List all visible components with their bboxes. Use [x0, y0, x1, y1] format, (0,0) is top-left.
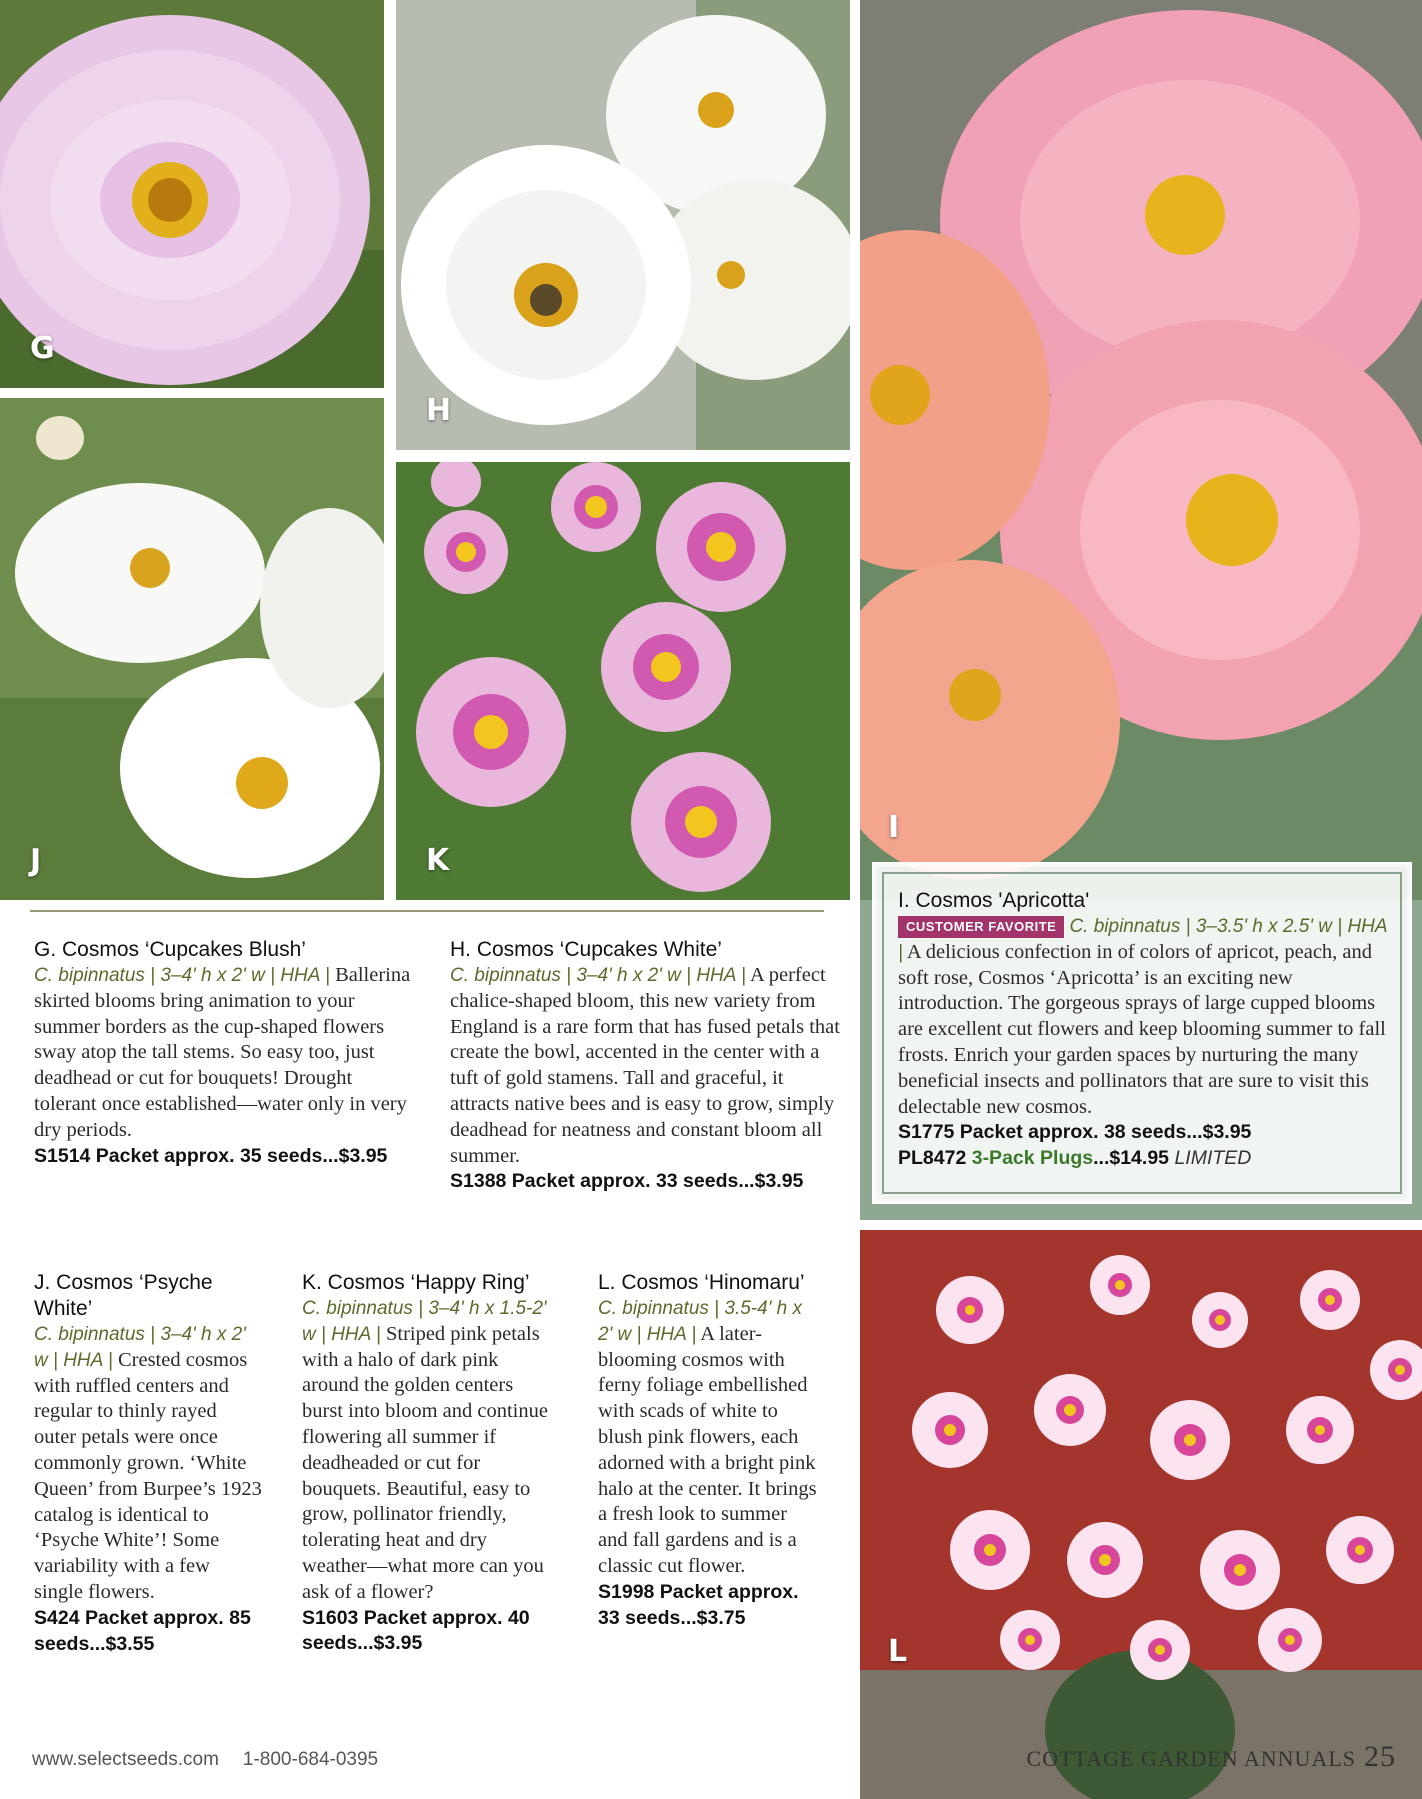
limited-label: LIMITED: [1174, 1147, 1252, 1170]
website-url[interactable]: www.selectseeds.com: [32, 1749, 219, 1770]
entry-price: S1998 Packet approx. 33 seeds...$3.75: [598, 1580, 799, 1629]
entry-description: Striped pink petals with a halo of dark pink around the golden centers burst into bloom and continue flowering all summer if deadheaded or cut for bouquets. Beautiful, easy to grow, pollinator friendly, tolerating heat and dry weather—what more can you ask of a flower?: [302, 1322, 548, 1603]
entry-apricotta-box: [872, 862, 1412, 1204]
entry-description: Ballerina skirted blooms bring animation to your summer borders as the cup-shaped flowers sway atop the tall stems. So easy too, just deadhead or cut for bouquets! Drought tolerant once established—water only in very dry periods.: [34, 964, 411, 1141]
plug-item: 3-Pack Plugs: [971, 1147, 1094, 1170]
section-divider: [30, 910, 824, 912]
customer-favorite-badge: CUSTOMER FAVORITE: [898, 916, 1064, 938]
entry-apricotta: [898, 888, 1392, 1172]
entry-price: S1514 Packet approx. 35 seeds...$3.95: [34, 1144, 388, 1167]
entry-price-plugs: [898, 1146, 1392, 1172]
plug-code: PL8472: [898, 1147, 972, 1170]
flower-photo-g: [0, 0, 384, 388]
entry-description: A delicious confection in of colors of apricot, peach, and soft rose, Cosmos ‘Apricotta’ is an exciting new introduction. The gorgeous sprays of large cupped blooms are excellent cut flowers and keep blooming summer to fall frosts. Enrich your garden spaces by nurturing the many beneficial insects and pollinators that are sure to visit this delectable new cosmos.: [898, 940, 1386, 1118]
footer-section: [1027, 1740, 1396, 1774]
entry-hinomaru: [598, 1270, 820, 1631]
flower-photo-h: [396, 0, 850, 450]
entry-psyche-white: [34, 1270, 262, 1657]
photo-cupcakes-white: [396, 0, 850, 450]
entry-price: S424 Packet approx. 85 seeds...$3.55: [34, 1606, 251, 1655]
entry-body: [598, 1296, 820, 1580]
entry-title: G. Cosmos ‘Cupcakes Blush’: [34, 938, 306, 961]
entry-body: [302, 1296, 554, 1606]
photo-cupcakes-blush: [0, 0, 384, 388]
page-number: 25: [1364, 1740, 1396, 1773]
phone-number: 1-800-684-0395: [242, 1749, 379, 1770]
entry-price: S1775 Packet approx. 38 seeds...$3.95: [898, 1121, 1252, 1144]
entry-body: [34, 1322, 262, 1606]
photo-letter: J: [30, 843, 42, 878]
entry-latin: C. bipinnatus | 3–4' h x 2' w | HHA |: [34, 965, 330, 986]
photo-happy-ring: [396, 462, 850, 900]
entry-description: A perfect chalice-shaped bloom, this new variety from England is a rare form that has fused petals that create the bowl, accented in the center with a tuft of gold stamens. Tall and graceful, it attracts native bees and is easy to grow, simply deadhead for neatness and constant bloom all summer.: [450, 964, 840, 1167]
entry-cupcakes-white: [450, 937, 846, 1195]
photo-letter: L: [888, 1634, 908, 1669]
flower-photo-k: [396, 462, 850, 900]
flower-photo-j: [0, 398, 384, 900]
entry-price: S1603 Packet approx. 40 seeds...$3.95: [302, 1606, 530, 1655]
entry-title: I. Cosmos 'Apricotta': [898, 889, 1090, 912]
entry-happy-ring: [302, 1270, 554, 1657]
flower-photo-l: [860, 1230, 1422, 1799]
entry-description: A later-blooming cosmos with ferny foliage embellished with scads of white to blush pink flowers, each adorned with a bright pink halo at the center. It brings a fresh look to summer and fall gardens and is a classic cut flower.: [598, 1322, 817, 1577]
entry-title: L. Cosmos ‘Hinomaru’: [598, 1271, 805, 1294]
photo-letter: I: [888, 810, 900, 845]
entry-title: K. Cosmos ‘Happy Ring’: [302, 1271, 530, 1294]
entry-title: J. Cosmos ‘Psyche White’: [34, 1271, 213, 1320]
entry-body: [898, 914, 1392, 1120]
entry-latin: C. bipinnatus | 3–4' h x 2' w | HHA |: [34, 1324, 246, 1371]
section-name: COTTAGE GARDEN ANNUALS: [1026, 1746, 1356, 1771]
photo-letter: H: [426, 393, 452, 428]
entry-latin: C. bipinnatus | 3–3.5' h x 2.5' w | HHA |: [898, 916, 1387, 963]
entry-cupcakes-blush: [34, 937, 414, 1169]
plug-price: ...$14.95: [1093, 1147, 1175, 1170]
entry-latin: C. bipinnatus | 3–4' h x 2' w | HHA |: [450, 965, 746, 986]
entry-description: Crested cosmos with ruffled centers and regular to thinly rayed outer petals were once commonly grown. ‘White Queen’ from Burpee’s 1923 catalog is identical to ‘Psyche White’! Some variability with a few single flowers.: [34, 1348, 262, 1603]
footer-contact: [32, 1749, 378, 1771]
entry-title: H. Cosmos ‘Cupcakes White’: [450, 938, 722, 961]
photo-psyche-white: [0, 398, 384, 900]
photo-letter: K: [426, 843, 450, 878]
photo-hinomaru: [860, 1230, 1422, 1799]
photo-letter: G: [30, 331, 55, 366]
entry-price: S1388 Packet approx. 33 seeds...$3.95: [450, 1170, 804, 1193]
entry-latin: C. bipinnatus | 3–4' h x 1.5-2' w | HHA |: [302, 1298, 547, 1345]
entry-body: [450, 963, 846, 1169]
entry-latin: C. bipinnatus | 3.5-4' h x 2' w | HHA |: [598, 1298, 802, 1345]
entry-body: [34, 963, 414, 1144]
